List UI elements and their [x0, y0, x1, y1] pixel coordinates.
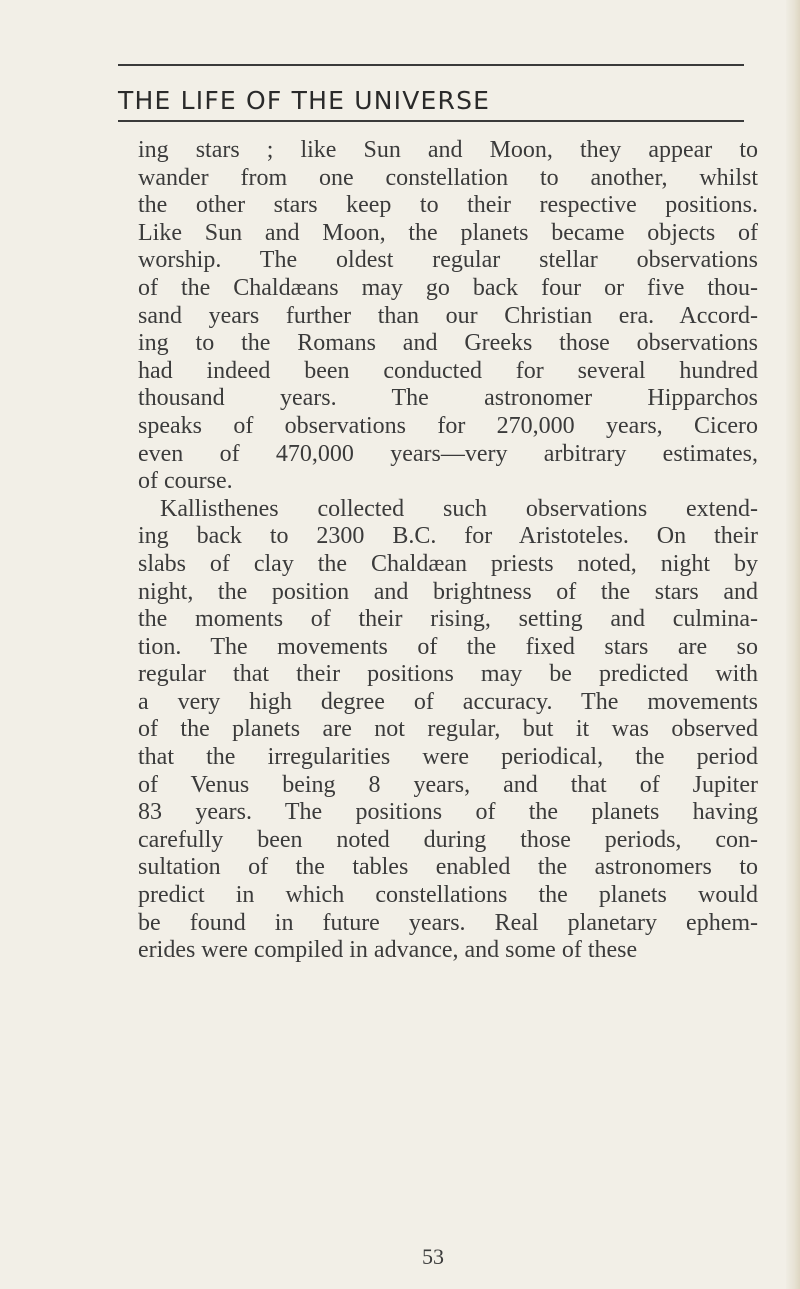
text-line: thousand years. The astronomer Hipparchos — [138, 385, 758, 412]
text-line: ing stars ; like Sun and Moon, they appear to — [138, 137, 758, 163]
text-line: be found in future years. Real planetary ephem- — [138, 909, 758, 936]
header-rule-bottom — [118, 120, 744, 122]
text-line: Kallisthenes collected such observations extend- — [160, 495, 758, 522]
text-line: a very high degree of accuracy. The movements — [138, 688, 758, 715]
text-line: night, the position and brightness of the stars and — [138, 578, 758, 605]
text-line: the moments of their rising, setting and culmina- — [138, 606, 758, 633]
header-rule-top — [118, 64, 744, 66]
running-head: THE LIFE OF THE UNIVERSE — [118, 86, 491, 115]
text-line: sultation of the tables enabled the astronomers to — [138, 854, 758, 881]
text-line: regular that their positions may be predicted with — [138, 661, 758, 688]
page-number: 53 — [422, 1244, 444, 1269]
text-line: 83 years. The positions of the planets having — [138, 799, 758, 826]
text-segment: ing back to 2300 — [138, 523, 393, 550]
text-line: erides were compiled in advance, and some of these — [138, 937, 638, 964]
text-line: speaks of observations for 270,000 years, Cicero — [138, 412, 758, 439]
text-line-with-small-caps — [138, 523, 758, 551]
text-line: tion. The movements of the fixed stars are so — [138, 633, 758, 660]
era-abbreviation: B.C. — [392, 523, 437, 550]
paragraph-2 — [138, 496, 758, 965]
text-line: sand years further than our Christian era. Accord- — [138, 302, 758, 329]
text-line: of course. — [138, 468, 233, 495]
text-segment: for Aristoteles. On their — [436, 523, 759, 550]
text-line: wander from one constellation to another, whilst — [138, 164, 758, 191]
body-text — [138, 137, 758, 965]
text-line: carefully been noted during those periods, con- — [138, 826, 758, 853]
text-line: of the Chaldæans may go back four or five thou- — [138, 274, 758, 301]
text-line: of the planets are not regular, but it was observed — [138, 716, 758, 743]
text-line: worship. The oldest regular stellar observations — [138, 247, 758, 274]
text-line: of Venus being 8 years, and that of Jupiter — [138, 771, 758, 798]
text-line: that the irregularities were periodical, the period — [138, 744, 758, 771]
text-line: slabs of clay the Chaldæan priests noted, night by — [138, 550, 758, 577]
text-line: predict in which constellations the planets would — [138, 882, 758, 909]
text-line: Like Sun and Moon, the planets became objects of — [138, 219, 758, 246]
paragraph-1 — [138, 137, 758, 496]
text-line: the other stars keep to their respective positions. — [138, 192, 758, 219]
text-line: even of 470,000 years—very arbitrary estimates, — [138, 440, 758, 467]
page-edge — [786, 0, 800, 1289]
text-line: ing to the Romans and Greeks those observations — [138, 330, 758, 357]
text-line: had indeed been conducted for several hundred — [138, 357, 758, 384]
